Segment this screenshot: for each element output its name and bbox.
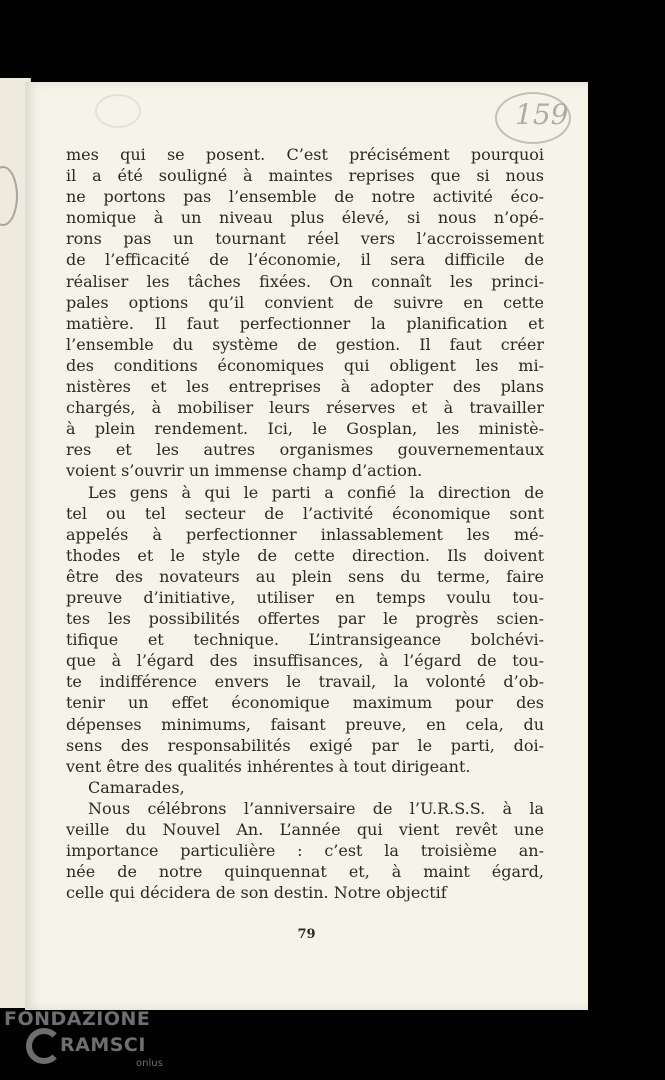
text-line: nomique à un niveau plus élevé, si nous n’opé- [66,208,544,228]
watermark-line-2: RAMSCI [60,1034,146,1056]
text-line: mes qui se posent. C’est précisément pourquoi [66,145,544,164]
text-line: thodes et le style de cette direction. Ils doivent [66,545,544,565]
text-line: nistères et les entreprises à adopter des plans [66,377,544,397]
text-line: de l’efficacité de l’économie, il sera difficile de [66,250,544,270]
text-line: tes les possibilités offertes par le progrès scien- [66,609,544,629]
previous-page-stamp-mark [0,166,18,226]
text-line: il a été souligné à maintes reprises que si nous [66,166,544,186]
text-line: Les gens à qui le parti a confié la direction de [88,482,544,502]
text-line: veille du Nouvel An. L’année qui vient revêt une [66,820,544,839]
text-line: sens des responsabilités exigé par le parti, doi- [66,735,544,755]
text-line: Nous célébrons l’anniversaire de l’U.R.S.S. à la [88,798,544,818]
text-line: tel ou tel secteur de l’activité économique sont [66,503,544,523]
watermark-suffix: onlus [136,1058,163,1069]
watermark-g-logo-icon [26,1028,62,1064]
archive-watermark [4,1008,184,1078]
text-line: res et les autres organismes gouvernementaux [66,440,544,460]
page-body-text [66,144,544,903]
book-page [25,82,588,1010]
faded-stamp-mark [95,94,141,128]
text-line: chargés, à mobiliser leurs réserves et à travailler [66,398,544,418]
text-line: rons pas un tournant réel vers l’accroissement [66,229,544,249]
handwritten-folio-number: 159 [515,98,569,131]
text-line: importance particulière : c’est la troisième an- [66,841,544,861]
watermark-line-1: FONDAZIONE [4,1008,151,1030]
text-line: à plein rendement. Ici, le Gosplan, les ministè- [66,419,544,439]
text-line: matière. Il faut perfectionner la planification et [66,313,544,333]
text-line: Camarades, [88,777,185,797]
text-line: que à l’égard des insuffisances, à l’égard de tou- [66,651,544,671]
text-line: être des novateurs au plein sens du terme, faire [66,566,544,586]
text-line: preuve d’initiative, utiliser en temps voulu tou- [66,587,544,607]
text-line: ne portons pas l’ensemble de notre activité éco- [66,187,544,207]
text-line: tenir un effet économique maximum pour des [66,693,544,713]
text-line: vent être des qualités inhérentes à tout dirigeant. [66,756,471,776]
text-line: dépenses minimums, faisant preuve, en cela, du [66,714,544,734]
text-line: l’ensemble du système de gestion. Il faut créer [66,334,544,354]
text-line: tifique et technique. L’intransigeance bolchévi- [66,630,544,650]
text-line: appelés à perfectionner inlassablement les mé- [66,524,544,544]
text-line: pales options qu’il convient de suivre en cette [66,292,544,312]
text-line: te indifférence envers le travail, la volonté d’ob- [66,672,544,692]
text-line: née de notre quinquennat et, à maint égard, [66,862,544,882]
page-number: 79 [297,927,316,942]
text-line: réaliser les tâches fixées. On connaît les princi- [66,271,544,291]
text-line: celle qui décidera de son destin. Notre objectif [66,883,447,903]
text-line: voient s’ouvrir un immense champ d’action. [66,461,423,481]
text-line: des conditions économiques qui obligent les mi- [66,355,544,375]
